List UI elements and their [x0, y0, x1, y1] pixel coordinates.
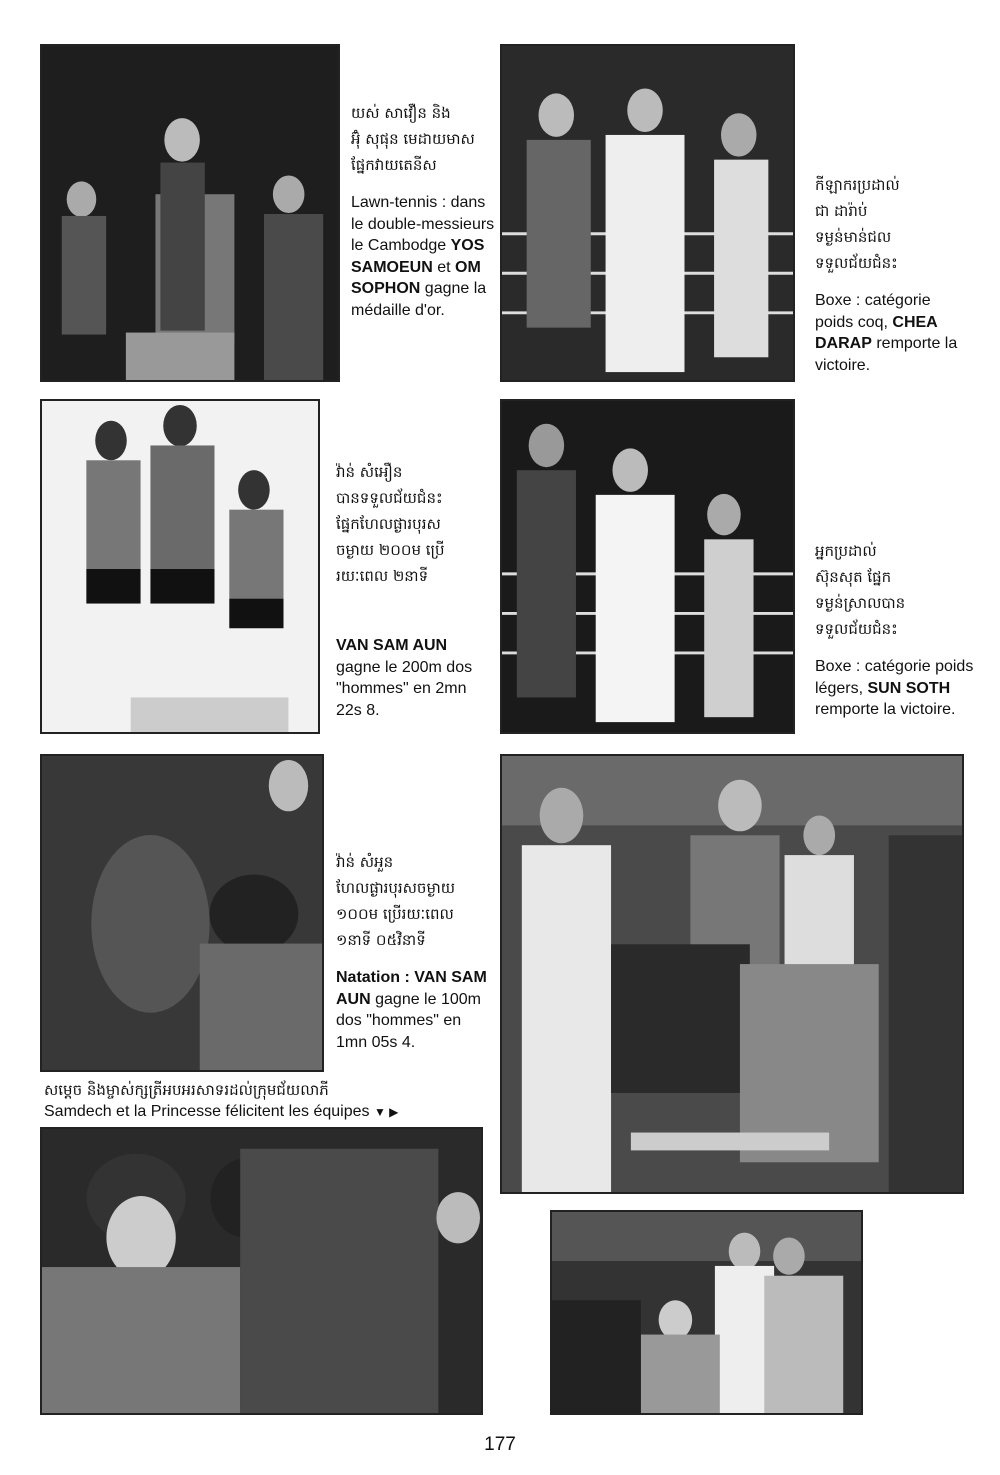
caption-swim-100-khmer: វ៉ាន់ សំអួន ហែលផ្ងារបុរសចម្ងាយ ១០០ម ប្រើរយៈពេល ១នាទី ០៥វិនាទី	[336, 853, 456, 949]
photo-boxing-legers	[500, 399, 795, 734]
caption-samdech	[44, 1078, 494, 1122]
caption-swim-100	[336, 849, 496, 1053]
caption-boxing-coq-khmer: កីឡាករប្រដាល់ ជា ដារ៉ាប់ ទម្ងន់មាន់ជល ទទួលជ័យជំនះ	[815, 176, 900, 272]
caption-tennis-french: Lawn-tennis : dans le double-messieurs le Cambodge YOS SAMOEUN et OM SOPHON gagne la médaille d'or.	[351, 194, 495, 319]
arrow-icons: ▼ ▶	[373, 1105, 399, 1119]
photo-swim-100-medal	[40, 754, 324, 1072]
photo-tennis-podium	[40, 44, 340, 382]
caption-boxing-coq-french: Boxe : catégorie poids coq, CHEA DARAP remporte la victoire.	[815, 292, 958, 374]
page-number: 177	[484, 1434, 516, 1455]
caption-swim-200-khmer: វ៉ាន់ សំអឿន បានទទួលជ័យជំនះ ផ្នែកហែលផ្ងារបុរស ចម្ងាយ ២០០ម ប្រើ រយៈពេល ២នាទី	[336, 463, 445, 585]
photo-boxing-coq	[500, 44, 795, 382]
photo-samdech-team	[550, 1210, 863, 1415]
photo-samdech-princess	[40, 1127, 483, 1415]
caption-swim-100-french: Natation : VAN SAM AUN gagne le 100m dos "hommes" en 1mn 05s 4.	[336, 969, 487, 1051]
photo-teams-field	[500, 754, 964, 1194]
caption-boxing-legers-khmer: អ្នកប្រដាល់ ស៊ុនសុត ផ្នែក ទម្ងន់ស្រាលបាន ទទួលជ័យជំនះ	[815, 542, 906, 638]
caption-swim-200-french: VAN SAM AUN gagne le 200m dos "hommes" en 2mn 22s 8.	[336, 637, 473, 719]
caption-tennis	[351, 100, 496, 321]
caption-boxing-legers	[815, 538, 975, 721]
caption-boxing-coq	[815, 172, 970, 376]
caption-samdech-khmer: សម្ដេច និងម្ចាស់ក្សត្រីអបអរសាទរដល់ក្រុមជ័យលាភី	[44, 1081, 329, 1099]
photo-swim-200-podium	[40, 399, 320, 734]
caption-boxing-legers-french: Boxe : catégorie poids légers, SUN SOTH remporte la victoire.	[815, 658, 974, 718]
caption-swim-200	[336, 459, 491, 721]
caption-tennis-khmer: យស់ សាវឿន និង អ៊ុំ សុផុន មេដាយមាស ផ្នែកវាយតេនីស	[351, 104, 475, 174]
caption-samdech-french: Samdech et la Princesse félicitent les équipes ▼ ▶	[44, 1103, 399, 1120]
